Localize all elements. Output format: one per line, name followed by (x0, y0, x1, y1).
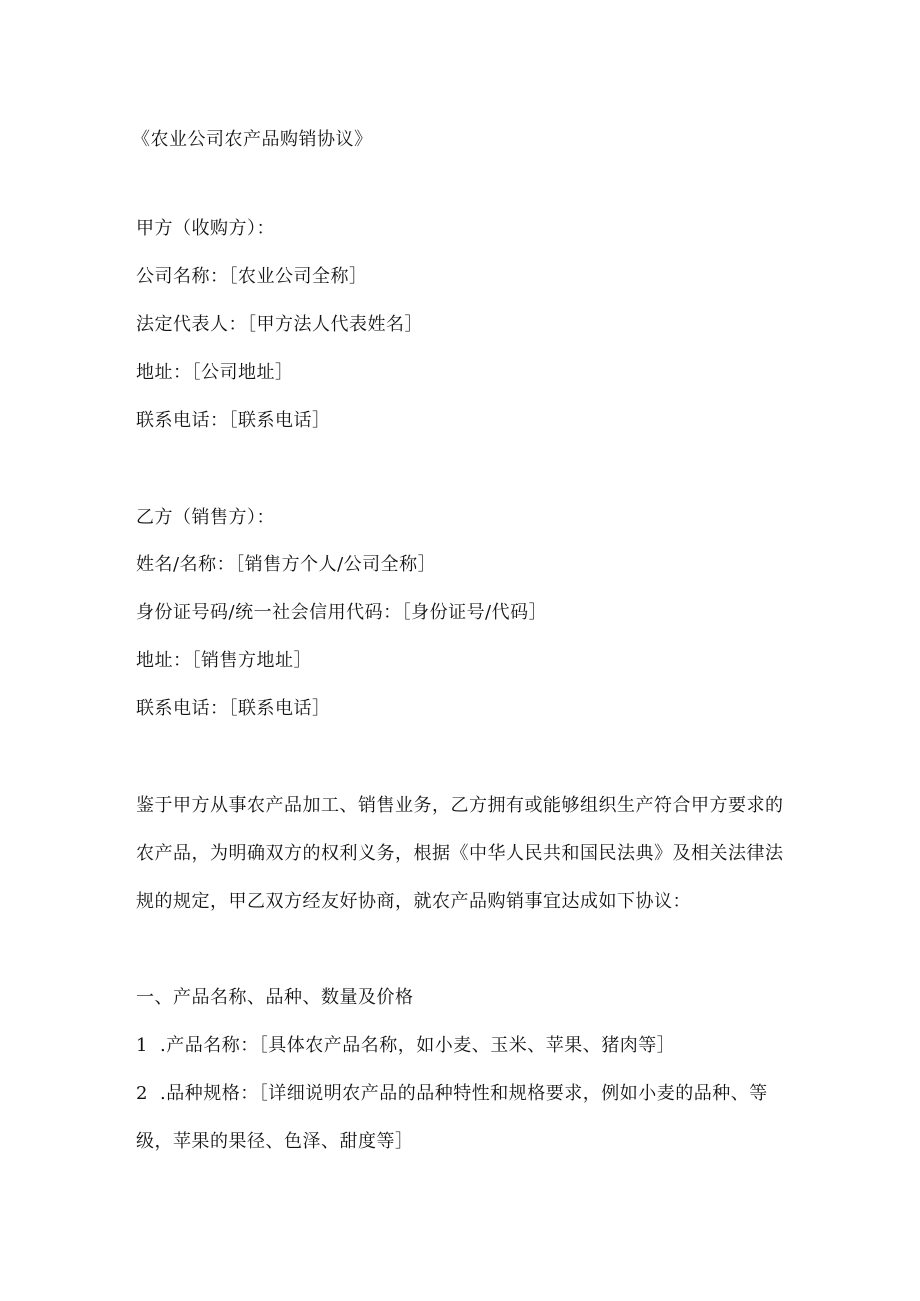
preamble-line: 鉴于甲方从事农产品加工、销售业务，乙方拥有或能够组织生产符合甲方要求的 (136, 795, 784, 816)
preamble-line: 农产品，为明确双方的权利义务，根据《中华人民共和国民法典》及相关法律法 (136, 843, 784, 864)
party-b-address: 地址：［销售方地址］ (136, 650, 312, 671)
party-b-id-code: 身份证号码/统一社会信用代码：［身份证号/代码］ (136, 602, 548, 623)
party-b-phone: 联系电话：［联系电话］ (136, 698, 331, 719)
section-1-item-2 (136, 1082, 768, 1106)
section-1-item-2-continued: 级，苹果的果径、色泽、甜度等］ (136, 1131, 414, 1152)
party-a-company-name: 公司名称：［农业公司全称］ (136, 266, 368, 287)
item-number: 1 (136, 1035, 148, 1056)
party-b-heading: 乙方（销售方）： (136, 507, 275, 528)
item-text: .品种规格：［详细说明农产品的品种特性和规格要求，例如小麦的品种、等 (160, 1083, 768, 1104)
section-1-item-1 (136, 1034, 675, 1058)
party-a-legal-rep: 法定代表人：［甲方法人代表姓名］ (136, 314, 423, 335)
party-a-phone: 联系电话：［联系电话］ (136, 410, 331, 431)
section-1-heading: 一、产品名称、品种、数量及价格 (136, 987, 414, 1008)
party-b-name: 姓名/名称：［销售方个人/公司全称］ (136, 554, 437, 575)
party-a-address: 地址：［公司地址］ (136, 362, 294, 383)
item-number: 2 (136, 1083, 148, 1104)
document-title: 《农业公司农产品购销协议》 (132, 129, 373, 150)
preamble-line: 规的规定，甲乙双方经友好协商，就农产品购销事宜达成如下协议： (136, 891, 691, 912)
item-text: .产品名称：［具体农产品名称，如小麦、玉米、苹果、猪肉等］ (160, 1035, 676, 1056)
party-a-heading: 甲方（收购方）： (136, 218, 275, 239)
